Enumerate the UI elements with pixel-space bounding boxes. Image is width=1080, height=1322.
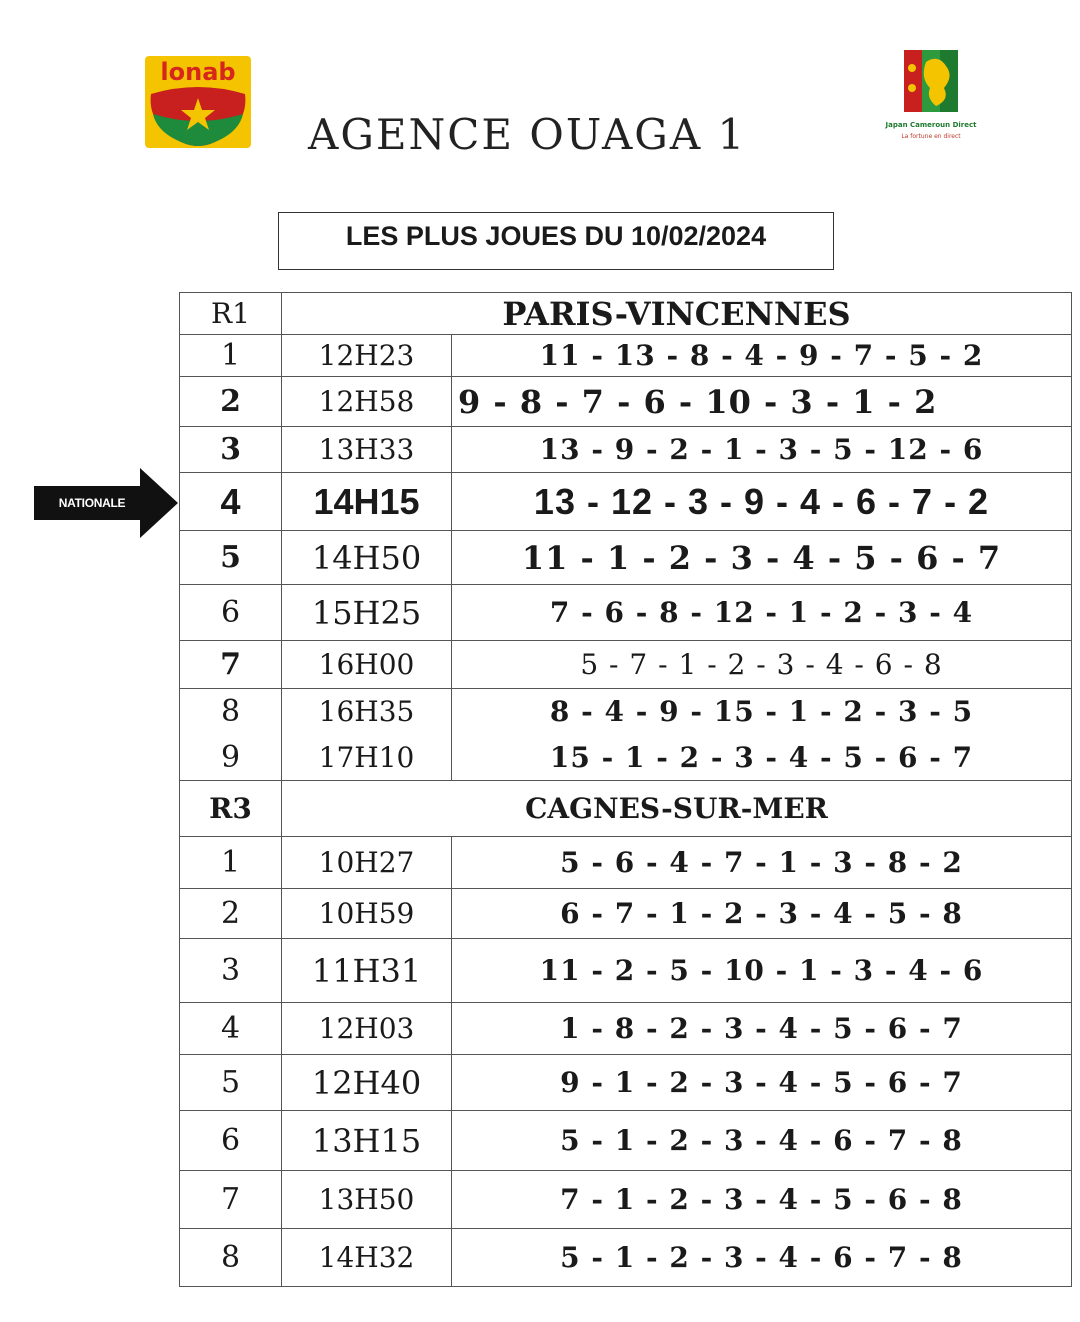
lonab-emblem-icon <box>145 84 251 148</box>
race-combination: 8 - 4 - 9 - 15 - 1 - 2 - 3 - 5 <box>452 689 1072 735</box>
race-number: 5 <box>180 531 282 585</box>
race-time: 16H35 <box>282 689 452 735</box>
race-combination: 11 - 1 - 2 - 3 - 4 - 5 - 6 - 7 <box>452 531 1072 585</box>
partner-logo <box>880 48 982 148</box>
race-combination: 1 - 8 - 2 - 3 - 4 - 5 - 6 - 7 <box>452 1003 1072 1055</box>
race-number: 4 <box>180 473 282 531</box>
race-number: 3 <box>180 427 282 473</box>
table-row <box>180 531 1072 585</box>
meeting-header-r1 <box>180 293 1072 335</box>
race-time: 13H50 <box>282 1171 452 1229</box>
meeting-name: CAGNES-SUR-MER <box>282 781 1072 837</box>
partner-tagline: Japan Cameroun Direct <box>885 121 977 129</box>
race-time: 10H59 <box>282 889 452 939</box>
race-combination: 9 - 8 - 7 - 6 - 10 - 3 - 1 - 2 <box>452 377 1072 427</box>
race-number: 7 <box>180 1171 282 1229</box>
race-number: 3 <box>180 939 282 1003</box>
table-row <box>180 1111 1072 1171</box>
race-number: 4 <box>180 1003 282 1055</box>
race-time: 14H32 <box>282 1229 452 1287</box>
table-row <box>180 1229 1072 1287</box>
race-number: 7 <box>180 641 282 689</box>
race-combination: 13 - 12 - 3 - 9 - 4 - 6 - 7 - 2 <box>452 473 1072 531</box>
meeting-code: R1 <box>180 293 282 335</box>
race-number: 8 <box>180 689 282 735</box>
race-combination: 5 - 6 - 4 - 7 - 1 - 3 - 8 - 2 <box>452 837 1072 889</box>
table-row <box>180 585 1072 641</box>
race-time: 10H27 <box>282 837 452 889</box>
race-time: 14H15 <box>282 473 452 531</box>
race-number: 9 <box>180 735 282 781</box>
page-title: LES PLUS JOUES DU 10/02/2024 <box>278 212 834 270</box>
race-time: 12H23 <box>282 335 452 377</box>
table-row <box>180 1003 1072 1055</box>
nationale-marker <box>34 468 178 538</box>
race-combination: 9 - 1 - 2 - 3 - 4 - 5 - 6 - 7 <box>452 1055 1072 1111</box>
meeting-header-r3 <box>180 781 1072 837</box>
table-row <box>180 837 1072 889</box>
race-number: 2 <box>180 377 282 427</box>
race-combination: 13 - 9 - 2 - 1 - 3 - 5 - 12 - 6 <box>452 427 1072 473</box>
races-table <box>179 292 1072 1287</box>
race-number: 1 <box>180 335 282 377</box>
race-time: 12H40 <box>282 1055 452 1111</box>
table-row <box>180 641 1072 689</box>
race-combination: 5 - 1 - 2 - 3 - 4 - 6 - 7 - 8 <box>452 1229 1072 1287</box>
race-combination: 11 - 2 - 5 - 10 - 1 - 3 - 4 - 6 <box>452 939 1072 1003</box>
table-row <box>180 1171 1072 1229</box>
race-combination: 15 - 1 - 2 - 3 - 4 - 5 - 6 - 7 <box>452 735 1072 781</box>
race-time: 13H33 <box>282 427 452 473</box>
partner-emblem-icon <box>880 48 982 120</box>
table-row <box>180 1055 1072 1111</box>
race-number: 8 <box>180 1229 282 1287</box>
race-combination: 7 - 6 - 8 - 12 - 1 - 2 - 3 - 4 <box>452 585 1072 641</box>
race-number: 5 <box>180 1055 282 1111</box>
table-row <box>180 335 1072 377</box>
lonab-logo-text: lonab <box>160 58 236 86</box>
race-time: 14H50 <box>282 531 452 585</box>
race-combination: 5 - 7 - 1 - 2 - 3 - 4 - 6 - 8 <box>452 641 1072 689</box>
race-number: 2 <box>180 889 282 939</box>
race-combination: 11 - 13 - 8 - 4 - 9 - 7 - 5 - 2 <box>452 335 1072 377</box>
race-time: 12H03 <box>282 1003 452 1055</box>
race-number: 6 <box>180 585 282 641</box>
meeting-code: R3 <box>180 781 282 837</box>
table-row <box>180 377 1072 427</box>
race-number: 6 <box>180 1111 282 1171</box>
meeting-name: PARIS-VINCENNES <box>282 293 1072 335</box>
race-time: 16H00 <box>282 641 452 689</box>
race-combination: 7 - 1 - 2 - 3 - 4 - 5 - 6 - 8 <box>452 1171 1072 1229</box>
race-time: 13H15 <box>282 1111 452 1171</box>
race-time: 15H25 <box>282 585 452 641</box>
table-row <box>180 427 1072 473</box>
lonab-logo <box>145 56 251 148</box>
race-combination: 5 - 1 - 2 - 3 - 4 - 6 - 7 - 8 <box>452 1111 1072 1171</box>
table-row <box>180 889 1072 939</box>
race-combination: 6 - 7 - 1 - 2 - 3 - 4 - 5 - 8 <box>452 889 1072 939</box>
table-row <box>180 735 1072 781</box>
partner-subtagline: La fortune en direct <box>901 133 961 140</box>
race-number: 1 <box>180 837 282 889</box>
agency-title: AGENCE OUAGA 1 <box>308 110 747 159</box>
race-time: 12H58 <box>282 377 452 427</box>
race-time: 17H10 <box>282 735 452 781</box>
nationale-label: NATIONALE <box>58 496 126 510</box>
race-time: 11H31 <box>282 939 452 1003</box>
table-row-nationale <box>180 473 1072 531</box>
table-row <box>180 939 1072 1003</box>
table-row <box>180 689 1072 735</box>
